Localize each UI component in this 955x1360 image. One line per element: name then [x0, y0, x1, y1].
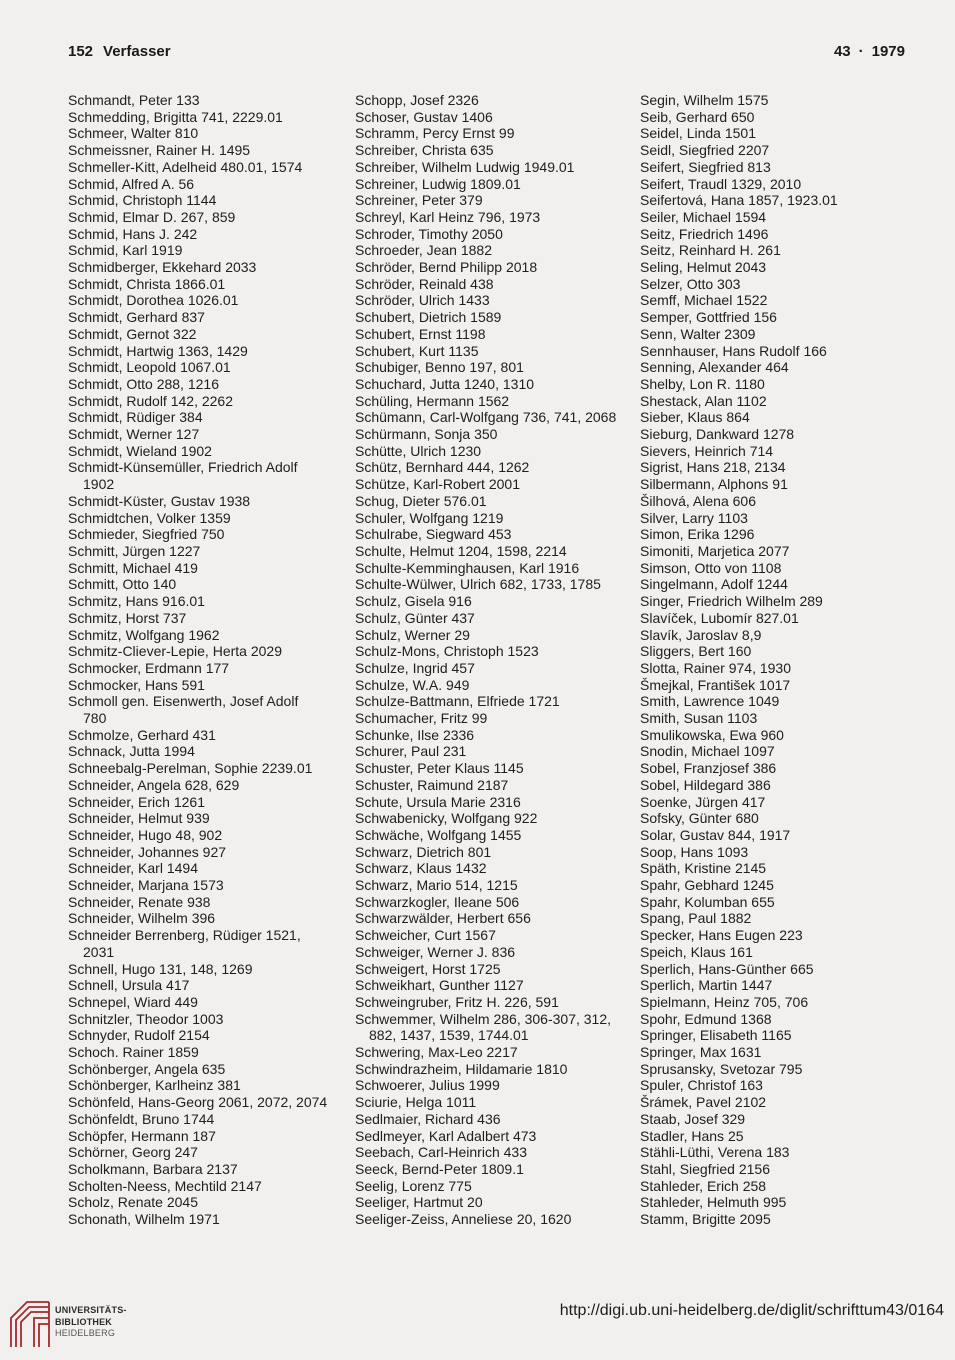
index-entry: Seeliger, Hartmut 20 [355, 1194, 483, 1211]
index-entry: Schwarzwälder, Herbert 656 [355, 910, 531, 927]
index-entry: Seib, Gerhard 650 [640, 108, 755, 125]
index-entry: Schürmann, Sonja 350 [355, 426, 498, 443]
index-entry: Schmid, Elmar D. 267, 859 [68, 208, 236, 225]
index-entry: Schwäche, Wolfgang 1455 [355, 826, 522, 843]
index-entry: Schneider Berrenberg, Rüdiger 1521, 2031 [68, 927, 301, 960]
index-entry: Schmidberger, Ekkehard 2033 [68, 259, 257, 276]
index-entry: Schmidt, Hartwig 1363, 1429 [68, 342, 248, 359]
index-column-2 [355, 92, 637, 1228]
index-entry: Schröder, Bernd Philipp 2018 [355, 259, 538, 276]
index-entry: Sperlich, Martin 1447 [640, 977, 773, 994]
index-entry: Schnyder, Rudolf 2154 [68, 1027, 210, 1044]
library-logo-text [55, 1305, 127, 1340]
index-entry: Schnitzler, Theodor 1003 [68, 1010, 224, 1027]
index-entry: Schütze, Karl-Robert 2001 [355, 476, 520, 493]
index-entry: Schreiner, Peter 379 [355, 192, 483, 209]
section-title: Verfasser [103, 43, 171, 60]
index-entry: Schmandt, Peter 133 [68, 92, 200, 108]
index-entry: Smith, Susan 1103 [640, 710, 758, 727]
index-entry: Sperlich, Hans-Günther 665 [640, 960, 814, 977]
index-entry: Schreiber, Wilhelm Ludwig 1949.01 [355, 158, 575, 175]
index-entry: Stahl, Siegfried 2156 [640, 1161, 770, 1177]
index-entry: Schmidtchen, Volker 1359 [68, 509, 231, 526]
index-entry: Spahr, Gebhard 1245 [640, 877, 774, 894]
index-entry: Schmieder, Siegfried 750 [68, 526, 225, 543]
index-entry: Schmoll gen. Eisenwerth, Josef Adolf 780 [68, 693, 299, 727]
index-entry: Schubert, Dietrich 1589 [355, 309, 502, 326]
index-entry: Schütz, Bernhard 444, 1262 [355, 459, 530, 476]
index-entry: Sieber, Klaus 864 [640, 409, 750, 426]
index-entry: Schweicher, Curt 1567 [355, 927, 496, 944]
index-entry: Seitz, Friedrich 1496 [640, 225, 769, 242]
index-entry: Schwarz, Mario 514, 1215 [355, 877, 518, 894]
index-entry: Schmidt, Wieland 1902 [68, 442, 212, 459]
index-entry: Schmidt, Christa 1866.01 [68, 275, 226, 292]
index-entry: Schneider, Erich 1261 [68, 793, 205, 810]
index-entry: Schulz, Gisela 916 [355, 593, 472, 610]
index-entry: Soop, Hans 1093 [640, 843, 749, 860]
index-entry: Segin, Wilhelm 1575 [640, 92, 769, 108]
index-entry: Schnell, Ursula 417 [68, 977, 190, 994]
index-entry: Schwoerer, Julius 1999 [355, 1077, 500, 1094]
index-entry: Schörner, Georg 247 [68, 1144, 198, 1161]
index-entry: Schulrabe, Siegward 453 [355, 526, 512, 543]
index-entry: Sedlmaier, Richard 436 [355, 1110, 501, 1127]
index-entry: Seling, Helmut 2043 [640, 259, 767, 276]
index-entry: Schuster, Raimund 2187 [355, 776, 509, 793]
index-entry: Stahleder, Helmuth 995 [640, 1194, 787, 1211]
index-entry: Seebach, Carl-Heinrich 433 [355, 1144, 527, 1161]
index-entry: Schute, Ursula Marie 2316 [355, 793, 521, 810]
index-entry: Springer, Max 1631 [640, 1044, 762, 1061]
index-entry: Schulze-Battmann, Elfriede 1721 [355, 693, 560, 710]
index-entry: Singelmann, Adolf 1244 [640, 576, 788, 593]
index-entry: Schulze, W.A. 949 [355, 676, 470, 693]
index-entry: Schoch. Rainer 1859 [68, 1044, 199, 1061]
index-entry: Schug, Dieter 576.01 [355, 492, 487, 509]
index-entry: Schmid, Karl 1919 [68, 242, 183, 259]
index-entry: Silbermann, Alphons 91 [640, 476, 788, 493]
index-entry: Schulze, Ingrid 457 [355, 659, 475, 676]
index-entry: Schneider, Angela 628, 629 [68, 776, 240, 793]
index-entry: Schreyl, Karl Heinz 796, 1973 [355, 208, 541, 225]
index-entry: Seifertová, Hana 1857, 1923.01 [640, 192, 838, 209]
index-entry: Schopp, Josef 2326 [355, 92, 479, 108]
index-entry: Schneider, Helmut 939 [68, 810, 210, 827]
logo-line-universitaets: UNIVERSITÄTS- [55, 1305, 127, 1315]
index-entry: Seelig, Lorenz 775 [355, 1177, 472, 1194]
index-entry: Schroeder, Jean 1882 [355, 242, 492, 259]
index-entry: Simon, Erika 1296 [640, 526, 755, 543]
index-entry: Senn, Walter 2309 [640, 325, 756, 342]
index-entry: Sobel, Franzjosef 386 [640, 760, 777, 777]
index-entry: Schmidt, Rudolf 142, 2262 [68, 392, 233, 409]
index-entry: Seeliger-Zeiss, Anneliese 20, 1620 [355, 1211, 572, 1228]
index-entry: Schmolze, Gerhard 431 [68, 726, 216, 743]
index-entry: Shestack, Alan 1102 [640, 392, 767, 409]
volume-year: 1979 [871, 43, 905, 60]
index-entry: Seitz, Reinhard H. 261 [640, 242, 781, 259]
index-entry: Schonath, Wilhelm 1971 [68, 1211, 220, 1228]
index-entry: Schneider, Hugo 48, 902 [68, 826, 223, 843]
index-entry: Seifert, Siegfried 813 [640, 158, 771, 175]
library-logo-icon [8, 1298, 52, 1348]
index-entry: Schmitt, Otto 140 [68, 576, 177, 593]
index-entry: Speich, Klaus 161 [640, 943, 753, 960]
index-entry: Schröder, Ulrich 1433 [355, 292, 490, 309]
index-entry: Schmitt, Jürgen 1227 [68, 542, 201, 559]
index-entry: Seeck, Bernd-Peter 1809.1 [355, 1161, 524, 1177]
index-entry: Schmitz-Cliever-Lepie, Herta 2029 [68, 643, 282, 660]
index-entry: Slavíček, Lubomír 827.01 [640, 609, 799, 626]
index-entry: Schumacher, Fritz 99 [355, 710, 488, 727]
index-entry: Schuler, Wolfgang 1219 [355, 509, 504, 526]
index-entry: Schubiger, Benno 197, 801 [355, 359, 524, 376]
index-entry: Sciurie, Helga 1011 [355, 1094, 477, 1111]
index-entry: Sedlmeyer, Karl Adalbert 473 [355, 1127, 537, 1144]
index-entry: Sievers, Heinrich 714 [640, 442, 774, 459]
index-entry: Sennhauser, Hans Rudolf 166 [640, 342, 827, 359]
index-entry: Schmidt, Dorothea 1026.01 [68, 292, 239, 309]
index-entry: Schmidt-Küster, Gustav 1938 [68, 492, 251, 509]
index-entry: Schmid, Alfred A. 56 [68, 175, 195, 192]
index-entry: Schwindrazheim, Hildamarie 1810 [355, 1060, 568, 1077]
index-entry: Soenke, Jürgen 417 [640, 793, 766, 810]
index-entry: Schurer, Paul 231 [355, 743, 467, 760]
index-entry: Schreiber, Christa 635 [355, 142, 494, 159]
index-entry: Solar, Gustav 844, 1917 [640, 826, 791, 843]
index-entry: Scholten-Neess, Mechtild 2147 [68, 1177, 262, 1194]
index-entry: Schönberger, Karlheinz 381 [68, 1077, 241, 1094]
index-entry: Schneider, Karl 1494 [68, 860, 198, 877]
index-entry: Schwarz, Klaus 1432 [355, 860, 487, 877]
index-entry: Schüling, Hermann 1562 [355, 392, 510, 409]
index-entry: Smith, Lawrence 1049 [640, 693, 780, 710]
index-entry: Scholz, Renate 2045 [68, 1194, 198, 1211]
index-entry: Schulz, Günter 437 [355, 609, 475, 626]
index-entry: Schweigert, Horst 1725 [355, 960, 501, 977]
index-entry: Schwabenicky, Wolfgang 922 [355, 810, 538, 827]
index-entry: Slavík, Jaroslav 8,9 [640, 626, 762, 643]
index-entry: Staab, Josef 329 [640, 1110, 746, 1127]
index-entry: Sieburg, Dankward 1278 [640, 426, 795, 443]
index-entry: Schubert, Kurt 1135 [355, 342, 479, 359]
index-entry: Seidl, Siegfried 2207 [640, 142, 770, 159]
index-entry: Schnepel, Wiard 449 [68, 993, 198, 1010]
index-entry: Spohr, Edmund 1368 [640, 1010, 772, 1027]
index-entry: Schunke, Ilse 2336 [355, 726, 475, 743]
index-entry: Seiler, Michael 1594 [640, 208, 767, 225]
index-entry: Singer, Friedrich Wilhelm 289 [640, 593, 823, 610]
index-entry: Schneider, Marjana 1573 [68, 877, 224, 894]
index-entry: Spahr, Kolumban 655 [640, 893, 775, 910]
index-entry: Sliggers, Bert 160 [640, 643, 752, 660]
index-entry: Schümann, Carl-Wolfgang 736, 741, 2068 [355, 409, 617, 426]
index-entry: Schmidt, Gernot 322 [68, 325, 197, 342]
index-entry: Schmedding, Brigitta 741, 2229.01 [68, 108, 283, 125]
index-entry: Smulikowska, Ewa 960 [640, 726, 784, 743]
index-entry: Schmocker, Hans 591 [68, 676, 205, 693]
index-entry: Schreiner, Ludwig 1809.01 [355, 175, 521, 192]
index-entry: Spielmann, Heinz 705, 706 [640, 993, 809, 1010]
logo-line-heidelberg: HEIDELBERG [55, 1328, 116, 1338]
index-entry: Späth, Kristine 2145 [640, 860, 767, 877]
source-url: http://digi.ub.uni-heidelberg.de/diglit/schrifttum43/0164 [559, 1302, 944, 1319]
index-entry: Scholkmann, Barbara 2137 [68, 1161, 238, 1177]
index-entry: Schulz, Werner 29 [355, 626, 470, 643]
index-entry: Schoser, Gustav 1406 [355, 108, 493, 125]
index-entry: Semff, Michael 1522 [640, 292, 768, 309]
index-entry: Schönfeld, Hans-Georg 2061, 2072, 2074 [68, 1094, 328, 1111]
index-entry: Schmidt, Werner 127 [68, 426, 200, 443]
index-entry: Schuchard, Jutta 1240, 1310 [355, 375, 535, 392]
index-entry: Seidel, Linda 1501 [640, 125, 756, 142]
index-entry: Schmitz, Horst 737 [68, 609, 187, 626]
index-entry: Stadler, Hans 25 [640, 1127, 744, 1144]
index-entry: Šrámek, Pavel 2102 [640, 1094, 767, 1111]
index-entry: Schweingruber, Fritz H. 226, 591 [355, 993, 559, 1010]
index-column-1 [68, 92, 350, 1228]
running-head-left [68, 43, 171, 61]
index-entry: Schwering, Max-Leo 2217 [355, 1044, 518, 1061]
index-entry: Stamm, Brigitte 2095 [640, 1211, 771, 1228]
volume-number: 43 [833, 43, 851, 60]
index-entry: Schulte, Helmut 1204, 1598, 2214 [355, 542, 567, 559]
index-entry: Schulte-Kemminghausen, Karl 1916 [355, 559, 580, 576]
index-entry: Sprusansky, Svetozar 795 [640, 1060, 803, 1077]
index-entry: Seifert, Traudl 1329, 2010 [640, 175, 802, 192]
index-entry: Sobel, Hildegard 386 [640, 776, 771, 793]
index-entry: Simoniti, Marjetica 2077 [640, 542, 790, 559]
index-entry: Schmidt, Rüdiger 384 [68, 409, 203, 426]
index-entry: Šmejkal, František 1017 [640, 676, 791, 693]
index-entry: Schmeissner, Rainer H. 1495 [68, 142, 251, 159]
index-entry: Schmidt, Leopold 1067.01 [68, 359, 231, 376]
header-separator: · [858, 43, 864, 60]
index-entry: Shelby, Lon R. 1180 [640, 375, 765, 392]
index-entry: Schwarz, Dietrich 801 [355, 843, 492, 860]
index-entry: Schmitt, Michael 419 [68, 559, 198, 576]
index-entry: Stähli-Lüthi, Verena 183 [640, 1144, 790, 1161]
index-entry: Spuler, Christof 163 [640, 1077, 763, 1094]
index-entry: Schnell, Hugo 131, 148, 1269 [68, 960, 253, 977]
logo-line-bibliothek: BIBLIOTHEK [55, 1316, 112, 1327]
index-entry: Schmitz, Hans 916.01 [68, 593, 205, 610]
index-entry: Schmidt, Otto 288, 1216 [68, 375, 219, 392]
index-entry: Schütte, Ulrich 1230 [355, 442, 482, 459]
index-entry: Spang, Paul 1882 [640, 910, 752, 927]
index-entry: Schwarzkogler, Ileane 506 [355, 893, 520, 910]
index-entry: Schweiger, Werner J. 836 [355, 943, 516, 960]
index-entry: Simson, Otto von 1108 [640, 559, 782, 576]
index-entry: Specker, Hans Eugen 223 [640, 927, 803, 944]
index-entry: Schwemmer, Wilhelm 286, 306-307, 312, 882, 1437, 1539, 1744.01 [355, 1010, 612, 1044]
index-entry: Snodin, Michael 1097 [640, 743, 775, 760]
page-number: 152 [68, 43, 94, 60]
index-entry: Schmeer, Walter 810 [68, 125, 199, 142]
index-entry: Schulz-Mons, Christoph 1523 [355, 643, 539, 660]
index-entry: Schmeller-Kitt, Adelheid 480.01, 1574 [68, 158, 303, 175]
index-entry: Semper, Gottfried 156 [640, 309, 777, 326]
index-entry: Senning, Alexander 464 [640, 359, 789, 376]
index-column-3 [640, 92, 922, 1228]
index-entry: Stahleder, Erich 258 [640, 1177, 767, 1194]
index-entry: Schnack, Jutta 1994 [68, 743, 195, 760]
index-entry: Schubert, Ernst 1198 [355, 325, 486, 342]
index-entry: Selzer, Otto 303 [640, 275, 741, 292]
index-entry: Schmitz, Wolfgang 1962 [68, 626, 220, 643]
index-entry: Springer, Elisabeth 1165 [640, 1027, 792, 1044]
index-entry: Schmid, Hans J. 242 [68, 225, 198, 242]
index-entry: Sofsky, Günter 680 [640, 810, 759, 827]
index-entry: Schneider, Wilhelm 396 [68, 910, 216, 927]
index-entry: Schönberger, Angela 635 [68, 1060, 226, 1077]
index-entry: Schneider, Johannes 927 [68, 843, 227, 860]
index-entry: Slotta, Rainer 974, 1930 [640, 659, 791, 676]
index-entry: Schönfeldt, Bruno 1744 [68, 1110, 215, 1127]
index-entry: Schmocker, Erdmann 177 [68, 659, 230, 676]
index-entry: Schramm, Percy Ernst 99 [355, 125, 515, 142]
index-entry: Schuster, Peter Klaus 1145 [355, 760, 524, 777]
index-entry: Schneebalg-Perelman, Sophie 2239.01 [68, 760, 313, 777]
index-entry: Sigrist, Hans 218, 2134 [640, 459, 786, 476]
index-entry: Schroder, Timothy 2050 [355, 225, 503, 242]
index-entry: Schmidt, Gerhard 837 [68, 309, 205, 326]
index-entry: Schneider, Renate 938 [68, 893, 211, 910]
index-entry: Silver, Larry 1103 [640, 509, 748, 526]
index-entry: Schmidt-Künsemüller, Friedrich Adolf 1902 [68, 459, 298, 493]
index-entry: Schulte-Wülwer, Ulrich 682, 1733, 1785 [355, 576, 601, 593]
index-entry: Schweikhart, Gunther 1127 [355, 977, 524, 994]
index-entry: Schröder, Reinald 438 [355, 275, 494, 292]
index-entry: Šilhová, Alena 606 [640, 492, 756, 509]
index-entry: Schmid, Christoph 1144 [68, 192, 217, 209]
index-entry: Schöpfer, Hermann 187 [68, 1127, 216, 1144]
running-head-right [834, 43, 905, 61]
